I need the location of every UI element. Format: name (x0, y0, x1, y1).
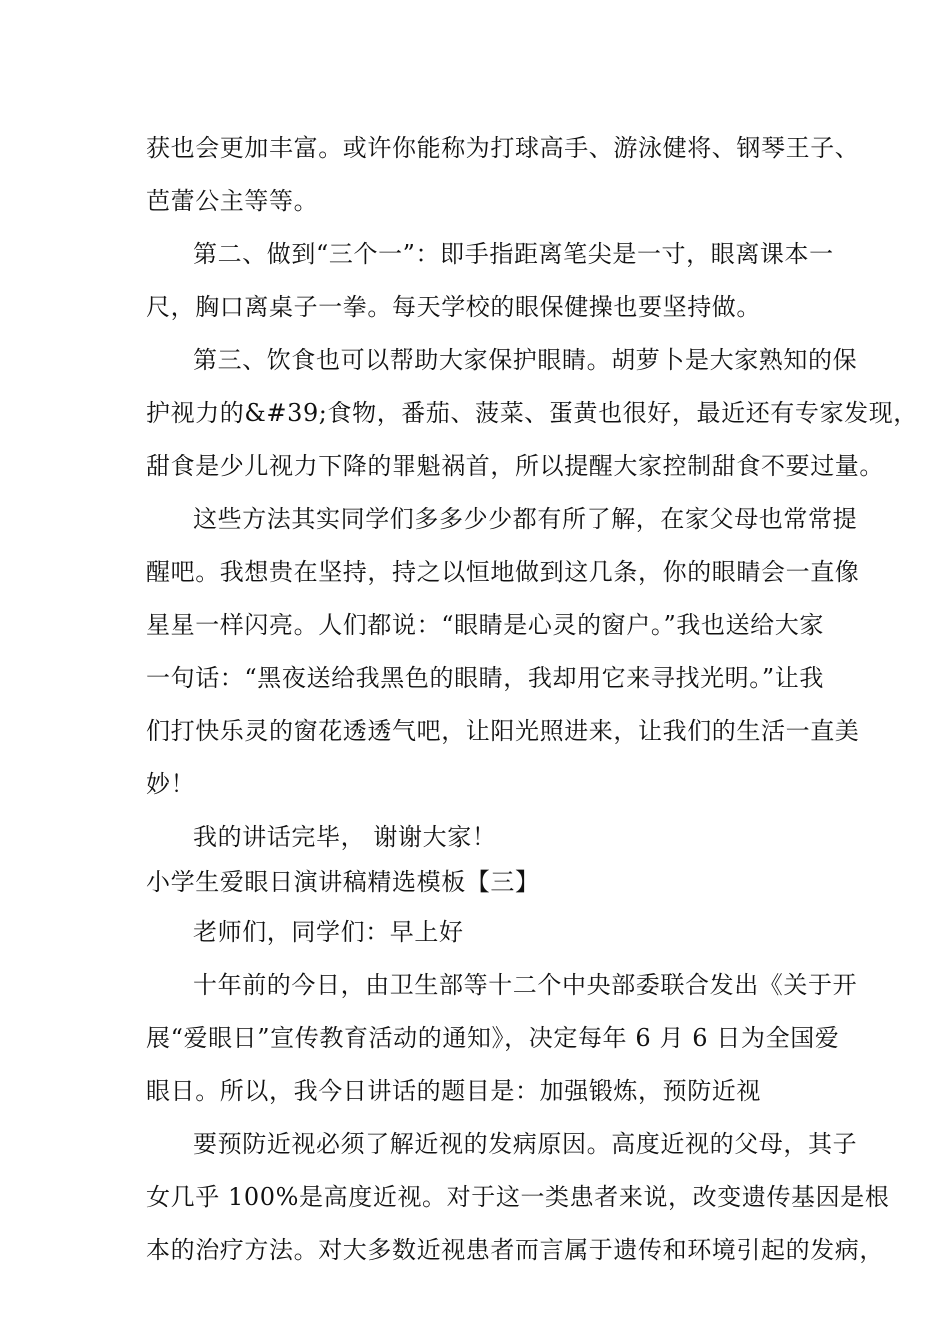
paragraph-start: 要预防近视必须了解近视的发病原因。高度近视的父母，其子 (193, 1130, 858, 1158)
text-line: 星星一样闪亮。人们都说：“眼睛是心灵的窗户。”我也送给大家 (146, 611, 824, 639)
section-heading: 小学生爱眼日演讲稿精选模板【三】 (146, 868, 540, 896)
text-line: 醒吧。我想贵在坚持，持之以恒地做到这几条，你的眼睛会一直像 (146, 558, 860, 586)
text-line: 眼日。所以，我今日讲话的题目是：加强锻炼，预防近视 (146, 1077, 761, 1105)
text-line: 们打快乐灵的窗花透透气吧，让阳光照进来，让我们的生活一直美 (146, 717, 860, 745)
text-line: 尺，胸口离桌子一拳。每天学校的眼保健操也要坚持做。 (146, 293, 761, 321)
text-line: 芭蕾公主等等。 (146, 187, 319, 215)
paragraph-start: 十年前的今日，由卫生部等十二个中央部委联合发出《关于开 (193, 971, 858, 999)
text-line: 甜食是少儿视力下降的罪魁祸首，所以提醒大家控制甜食不要过量。 (146, 452, 884, 480)
text-line: 获也会更加丰富。或许你能称为打球高手、游泳健将、钢琴王子、 (146, 134, 860, 162)
text-line: 一句话：“黑夜送给我黑色的眼睛，我却用它来寻找光明。”让我 (146, 664, 824, 692)
text-line: 护视力的&#39;食物，番茄、菠菜、蛋黄也很好，最近还有专家发现， (146, 399, 918, 427)
paragraph-start: 第二、做到“三个一”：即手指距离笔尖是一寸，眼离课本一 (193, 240, 834, 268)
closing-line: 我的讲话完毕， 谢谢大家！ (193, 823, 497, 851)
text-line: 女几乎 100%是高度近视。对于这一类患者来说，改变遗传基因是根 (146, 1183, 890, 1211)
paragraph-start: 这些方法其实同学们多多少少都有所了解，在家父母也常常提 (193, 505, 858, 533)
text-line: 妙！ (146, 770, 196, 798)
paragraph-start: 第三、饮食也可以帮助大家保护眼睛。胡萝卜是大家熟知的保 (193, 346, 858, 374)
text-line: 本的治疗方法。对大多数近视患者而言属于遗传和环境引起的发病， (146, 1236, 884, 1264)
text-line: 展“爱眼日”宣传教育活动的通知》，决定每年 6 月 6 日为全国爱 (146, 1024, 840, 1052)
greeting-line: 老师们，同学们：早上好 (193, 918, 464, 946)
